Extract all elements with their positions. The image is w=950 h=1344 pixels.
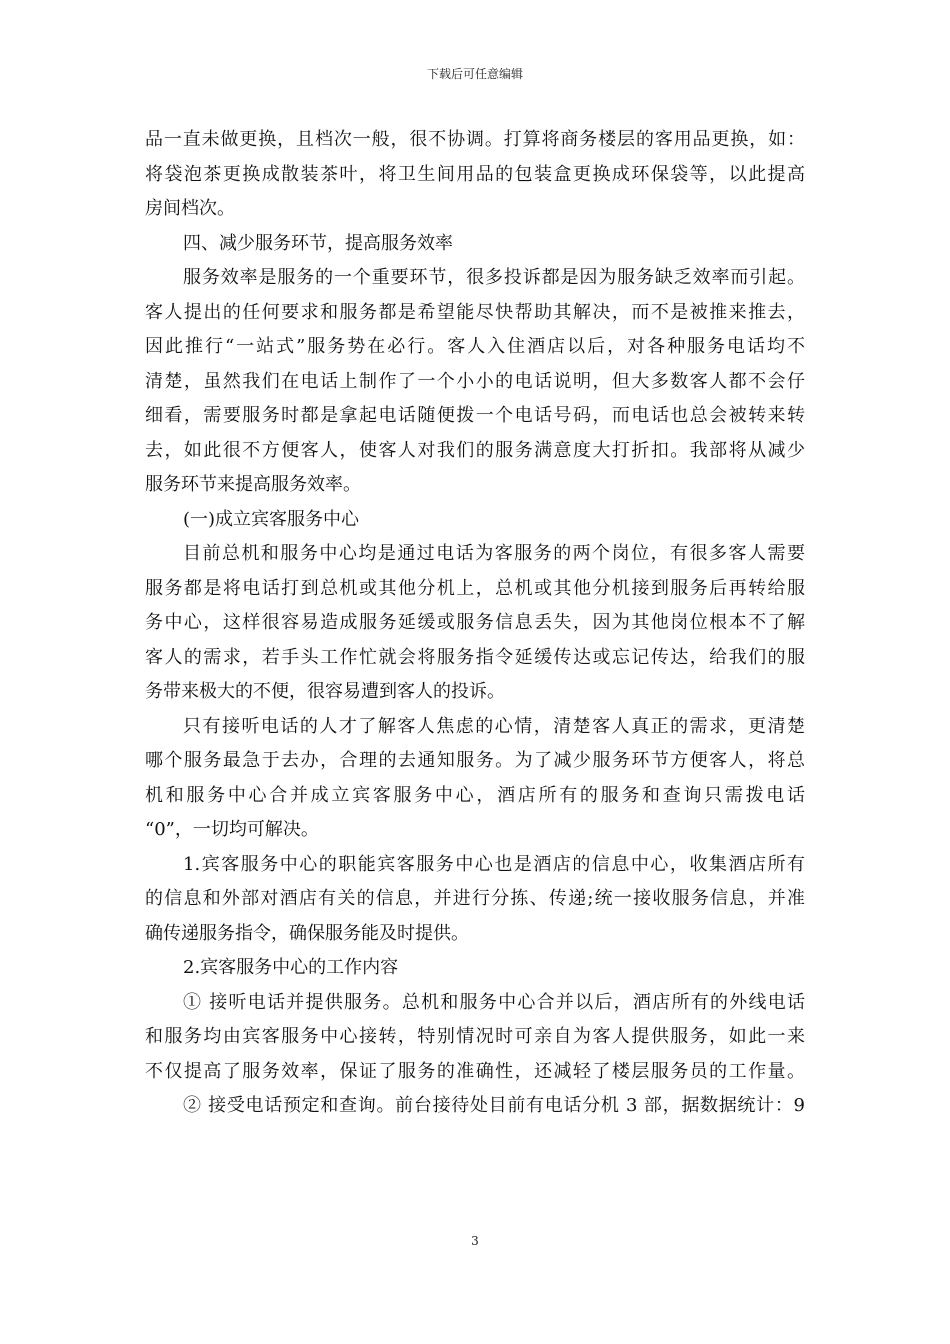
- text-line: 确传递服务指令，确保服务能及时提供。: [145, 922, 469, 944]
- section-heading: 四、减少服务环节，提高服务效率: [183, 232, 453, 254]
- text-line: 1.宾客服务中心的职能宾客服务中心也是酒店的信息中心，收集酒店所有: [183, 853, 805, 875]
- text-line: 客人的需求，若手头工作忙就会将服务指令延缓传达或忘记传达，给我们的服: [145, 646, 805, 668]
- subsection-heading: 2.宾客服务中心的工作内容: [183, 957, 399, 978]
- text-line: 和服务均由宾客服务中心接转，特别情况时可亲自为客人提供服务，如此一来: [145, 1026, 805, 1047]
- text-line: 务中心，这样很容易造成服务延缓或服务信息丢失，因为其他岗位根本不了解: [145, 612, 805, 633]
- text-line: 品一直未做更换，且档次一般，很不协调。打算将商务楼层的客用品更换，如：: [145, 129, 805, 150]
- page-header: 下载后可任意编辑: [426, 67, 523, 81]
- text-line: 机和服务中心合并成立宾客服务中心，酒店所有的服务和查询只需拨电话: [145, 784, 805, 806]
- text-line: 的信息和外部对酒店有关的信息，并进行分拣、传递;统一接收服务信息，并准: [145, 888, 805, 909]
- text-line: 服务环节来提高服务效率。: [145, 474, 361, 495]
- document-body: [145, 123, 805, 1124]
- text-line: 因此推行“一站式”服务势在必行。客人入住酒店以后，对各种服务电话均不: [145, 336, 805, 357]
- text-line: 务带来极大的不便，很容易遭到客人的投诉。: [145, 681, 505, 702]
- text-line: ① 接听电话并提供服务。总机和服务中心合并以后，酒店所有的外线电话: [183, 991, 805, 1013]
- text-line: 客人提出的任何要求和服务都是希望能尽快帮助其解决，而不是被推来推去，: [145, 301, 805, 323]
- text-line: ② 接受电话预定和查询。前台接待处目前有电话分机 3 部，据数据统计：9: [183, 1095, 805, 1116]
- text-line: 哪个服务最急于去办，合理的去通知服务。为了减少服务环节方便客人，将总: [145, 750, 805, 771]
- text-line: 清楚，虽然我们在电话上制作了一个小小的电话说明，但大多数客人都不会仔: [145, 370, 805, 392]
- text-line: 服务都是将电话打到总机或其他分机上，总机或其他分机接到服务后再转给服: [145, 577, 805, 599]
- text-line: 细看，需要服务时都是拿起电话随便拨一个电话号码，而电话也总会被转来转: [145, 405, 805, 426]
- text-line: 去，如此很不方便客人，使客人对我们的服务满意度大打折扣。我部将从减少: [145, 439, 805, 461]
- text-line: 房间档次。: [145, 198, 235, 219]
- text-line: 目前总机和服务中心均是通过电话为客服务的两个岗位，有很多客人需要: [183, 543, 805, 564]
- page-number: 3: [471, 1234, 479, 1248]
- text-line: 只有接听电话的人才了解客人焦虑的心情，清楚客人真正的需求，更清楚: [183, 715, 805, 737]
- text-line: 不仅提高了服务效率，保证了服务的准确性，还减轻了楼层服务员的工作量。: [145, 1060, 805, 1082]
- text-line: “0”，一切均可解决。: [145, 819, 319, 840]
- text-line: 将袋泡茶更换成散装茶叶，将卫生间用品的包装盒更换成环保袋等，以此提高: [145, 163, 805, 185]
- text-line: 服务效率是服务的一个重要环节，很多投诉都是因为服务缺乏效率而引起。: [183, 267, 805, 288]
- subsection-heading: (一)成立宾客服务中心: [183, 508, 360, 530]
